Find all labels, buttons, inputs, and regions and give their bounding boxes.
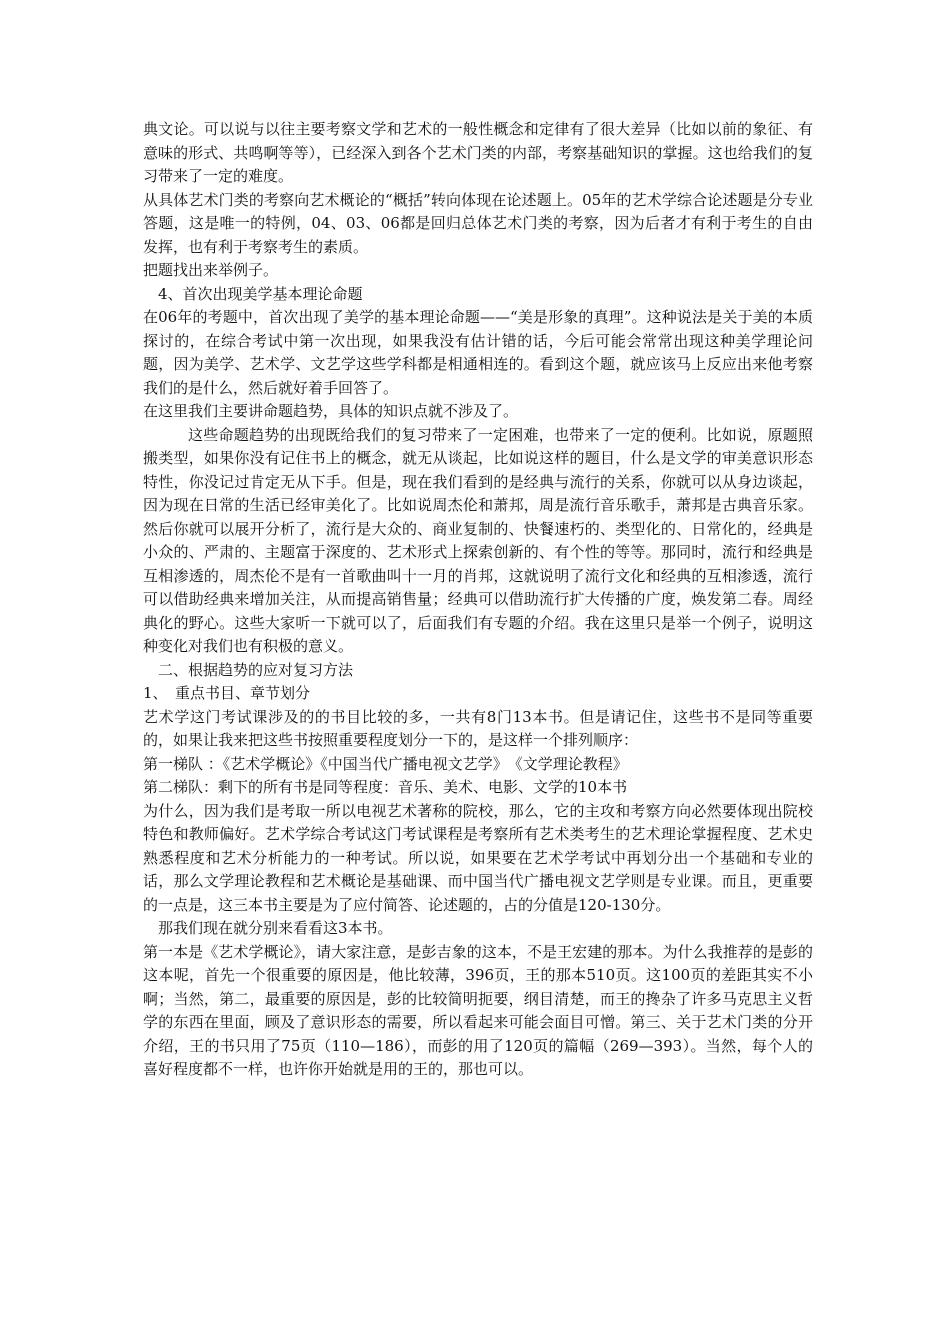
subsection-heading-key-books: 1、 重点书目、章节划分 [143,684,311,702]
section-heading-aesthetics-theory: 4、首次出现美学基本理论命题 [158,284,363,303]
paragraph-essay-question-shift: 从具体艺术门类的考察向艺术概论的“概括”转向体现在论述题上。05年的艺术学综合论述题是分专业答题，这是唯一的特例，04、03、06都是回归总体艺术门类的考察，因为后者才有利于考生的自由发挥，也有利于考察考生的素质。 [143,190,813,256]
paragraph-first-book: 第一本是《艺术学概论》，请大家注意，是彭吉象的这本，不是王宏建的那本。为什么我推荐的是彭的这本呢，首先一个很重要的原因是，他比较薄，396页，王的那本510页。这100页的差距其实不小啊；当然，第二，最重要的原因是，彭的比较简明扼要，纲目清楚，而王的搀杂了许多马克思主义哲学的东西在里面，顾及了意识形态的需要，所以看起来可能会面目可憎。第三、关于艺术门类的分开介绍，王的书只用了75页（110—186），而彭的用了120页的篇幅（269—393）。当然，每个人的喜好程度都不一样，也许你开始就是用的王的，那也可以。 [143,942,813,1078]
paragraph-trend-example: 这些命题趋势的出现既给我们的复习带来了一定困难，也带来了一定的便利。比如说，原题照搬类型，如果你没有记住书上的概念，就无从谈起，比如说这样的题目，什么是文学的审美意识形态特性，你没记过肯定无从下手。但是，现在我们看到的是经典与流行的关系，你就可以从身边谈起，因为现在日常的生活已经审美化了。比如说周杰伦和萧邦，周是流行音乐歌手，萧邦是古典音乐家。然后你就可以展开分析了，流行是大众的、商业复制的、快餐速朽的、类型化的、日常化的，经典是小众的、严肃的、主题富于深度的、艺术形式上探索创新的、有个性的等等。那同时，流行和经典是互相渗透的，周杰伦不是有一首歌曲叫十一月的肖邦，这就说明了流行文化和经典的互相渗透，流行可以借助经典来增加关注，从而提高销售量；经典可以借助流行扩大传播的广度，焕发第二春。周经典化的野心。这些大家听一下就可以了，后面我们有专题的介绍。我在这里只是举一个例子，说明这种变化对我们也有积极的意义。 [143,425,813,655]
paragraph-book-count: 艺术学这门考试课涉及的的书目比较的多，一共有8门13本书。但是请记住，这些书不是同等重要的，如果让我来把这些书按照重要程度划分一下的，是这样一个排列顺序： [143,707,813,749]
paragraph-why: 为什么，因为我们是考取一所以电视艺术著称的院校，那么，它的主攻和考察方向必然要体现出院校特色和教师偏好。艺术学综合考试这门考试课程是考察所有艺术类考生的艺术理论掌握程度、艺术史熟悉程度和艺术分析能力的一种考试。所以说，如果要在艺术学考试中再划分出一个基础和专业的话，那么文学理论教程和艺术概论是基础课、而中国当代广播电视文艺学则是专业课。而且，更重要的一点是，这三本书主要是为了应付简答、论述题的，占的分值是120-130分。 [143,801,813,914]
paragraph-trend-note: 在这里我们主要讲命题趋势，具体的知识点就不涉及了。 [143,402,519,420]
paragraph-aesthetics-2006: 在06年的考题中，首次出现了美学的基本理论命题——“美是形象的真理”。这种说法是关于美的本质探讨的，在综合考试中第一次出现，如果我没有估计错的话，今后可能会常常出现这种美学理论问题，因为美学、艺术学、文艺学这些学科都是相通相连的。看到这个题，就应该马上反应出来他考察我们的是什么，然后就好着手回答了。 [143,308,813,397]
document-page [143,118,813,1082]
paragraph-find-examples: 把题找出来举例子。 [143,261,279,279]
paragraph-intro-continuation: 典文论。可以说与以往主要考察文学和艺术的一般性概念和定律有了很大差异（比如以前的象征、有意味的形式、共鸣啊等等），已经深入到各个艺术门类的内部，考察基础知识的掌握。这也给我们的复习带来了一定的难度。 [143,120,813,185]
paragraph-tier-two: 第二梯队：剩下的所有书是同等程度：音乐、美术、电影、文学的10本书 [143,778,628,796]
paragraph-three-books: 那我们现在就分别来看看这3本书。 [158,919,393,937]
section-heading-review-method: 二、根据趋势的应对复习方法 [158,660,354,679]
paragraph-tier-one: 第一梯队 ：《艺术学概论》《中国当代广播电视文艺学》 《文学理论教程》 [143,754,628,773]
